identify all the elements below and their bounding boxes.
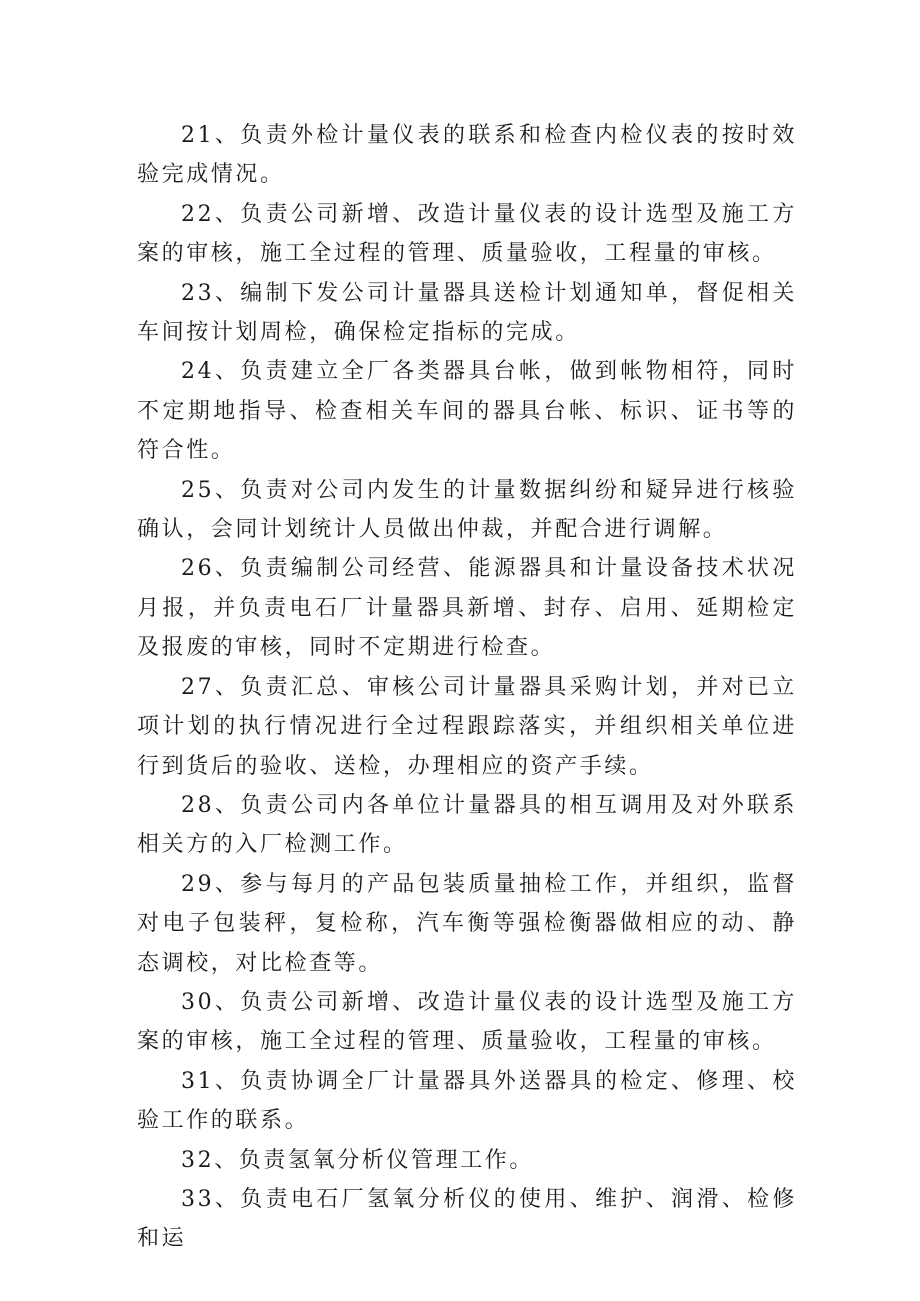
paragraph-24: 24、负责建立全厂各类器具台帐，做到帐物相符，同时不定期地指导、检查相关车间的器具台帐、标识、证书等的符合性。 (137, 359, 797, 464)
paragraph-23: 23、编制下发公司计量器具送检计划通知单，督促相关车间按计划周检，确保检定指标的完成。 (137, 280, 797, 346)
paragraph-22: 22、负责公司新增、改造计量仪表的设计选型及施工方案的审核，施工全过程的管理、质量验收，工程量的审核。 (137, 201, 797, 267)
paragraph-27: 27、负责汇总、审核公司计量器具采购计划，并对已立项计划的执行情况进行全过程跟踪落实，并组织相关单位进行到货后的验收、送检，办理相应的资产手续。 (137, 674, 797, 779)
paragraph-33: 33、负责电石厂氢氧分析仪的使用、维护、润滑、检修和运 (137, 1186, 797, 1252)
paragraph-28: 28、负责公司内各单位计量器具的相互调用及对外联系相关方的入厂检测工作。 (137, 792, 797, 858)
paragraph-31: 31、负责协调全厂计量器具外送器具的检定、修理、校验工作的联系。 (137, 1068, 797, 1134)
document-body (137, 116, 797, 1259)
paragraph-25: 25、负责对公司内发生的计量数据纠纷和疑异进行核验确认，会同计划统计人员做出仲裁，并配合进行调解。 (137, 477, 797, 543)
paragraph-29: 29、参与每月的产品包装质量抽检工作，并组织，监督对电子包装秤，复检称，汽车衡等强检衡器做相应的动、静态调校，对比检查等。 (137, 871, 797, 976)
paragraph-21: 21、负责外检计量仪表的联系和检查内检仪表的按时效验完成情况。 (137, 123, 797, 188)
paragraph-26: 26、负责编制公司经营、能源器具和计量设备技术状况月报，并负责电石厂计量器具新增、封存、启用、延期检定及报废的审核，同时不定期进行检查。 (137, 556, 797, 661)
paragraph-32: 32、负责氢氧分析仪管理工作。 (181, 1147, 534, 1173)
paragraph-30: 30、负责公司新增、改造计量仪表的设计选型及施工方案的审核，施工全过程的管理、质量验收，工程量的审核。 (137, 989, 797, 1055)
